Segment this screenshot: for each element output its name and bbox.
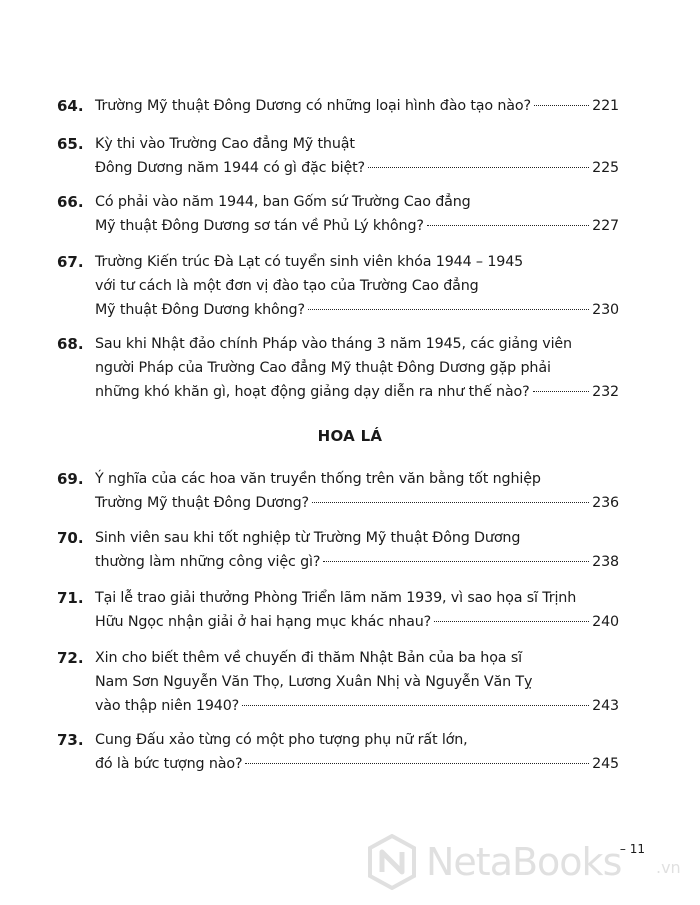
dot-leader [308,309,589,310]
entry-page: 227 [592,218,619,234]
entry-text: đó là bức tượng nào? [95,756,243,772]
entry-line [95,156,619,180]
entry-text: Sau khi Nhật đảo chính Pháp vào tháng 3 năm 1945, các giảng viên [95,336,572,352]
section-heading: HOA LÁ [317,427,383,445]
page-number: – 11 [619,842,645,856]
dot-leader [245,763,589,764]
entry-line [95,752,619,776]
entry-line [95,214,619,238]
entry-line [95,298,619,322]
watermark [364,834,694,894]
entry-number: 73. [57,731,84,749]
entry-text: thường làm những công việc gì? [95,554,321,570]
entry-page: 232 [592,384,619,400]
entry-text: vào thập niên 1940? [95,698,240,714]
entry-text: Nam Sơn Nguyễn Văn Thọ, Lương Xuân Nhị và Nguyễn Văn Tỵ [95,674,533,690]
entry-number: 67. [57,253,84,271]
dot-leader [323,561,589,562]
dot-leader [312,502,589,503]
entry-page: 236 [592,495,619,511]
entry-line [95,491,619,515]
entry-page: 245 [592,756,619,772]
entry-page: 230 [592,302,619,318]
entry-line [95,610,619,634]
entry-line [95,94,619,118]
entry-text: Trường Mỹ thuật Đông Dương có những loại hình đào tạo nào? [95,98,531,114]
entry-number: 65. [57,135,84,153]
entry-text: Trường Kiến trúc Đà Lạt có tuyển sinh viên khóa 1944 – 1945 [95,254,524,270]
entry-number: 70. [57,529,84,547]
entry-text: với tư cách là một đơn vị đào tạo của Trường Cao đẳng [95,278,479,294]
entry-text: Sinh viên sau khi tốt nghiệp từ Trường Mỹ thuật Đông Dương [95,530,521,546]
entry-page: 240 [592,614,619,630]
entry-text: những khó khăn gì, hoạt động giảng dạy diễn ra như thế nào? [95,384,530,400]
entry-text: Kỳ thi vào Trường Cao đẳng Mỹ thuật [95,136,355,152]
dot-leader [368,167,589,168]
entry-text: Mỹ thuật Đông Dương không? [95,302,305,318]
entry-line [95,694,619,718]
dot-leader [427,225,589,226]
watermark-text: NetaBooks [426,840,622,884]
entry-number: 64. [57,97,84,115]
entry-line [95,550,619,574]
entry-number: 66. [57,193,84,211]
netabooks-logo-icon [364,834,420,890]
dot-leader [434,621,589,622]
dot-leader [534,105,589,106]
entry-page: 243 [592,698,619,714]
entry-text: Tại lễ trao giải thưởng Phòng Triển lãm năm 1939, vì sao họa sĩ Trịnh [95,590,577,606]
entry-text: Cung Đấu xảo từng có một pho tượng phụ nữ rất lớn, [95,732,468,748]
entry-text: Hữu Ngọc nhận giải ở hai hạng mục khác nhau? [95,614,432,630]
dot-leader [242,705,589,706]
entry-text: Có phải vào năm 1944, ban Gốm sứ Trường Cao đẳng [95,194,471,210]
entry-text: người Pháp của Trường Cao đẳng Mỹ thuật Đông Dương gặp phải [95,360,551,376]
entry-text: Trường Mỹ thuật Đông Dương? [95,495,309,511]
entry-text: Đông Dương năm 1944 có gì đặc biệt? [95,160,366,176]
watermark-ext: .vn [656,858,681,877]
entry-text: Xin cho biết thêm về chuyến đi thăm Nhật Bản của ba họa sĩ [95,650,522,666]
entry-number: 69. [57,470,84,488]
entry-text: Ý nghĩa của các hoa văn truyền thống trên văn bằng tốt nghiệp [95,471,541,487]
entry-number: 72. [57,649,84,667]
entry-page: 221 [592,98,619,114]
entry-page: 238 [592,554,619,570]
entry-page: 225 [592,160,619,176]
entry-number: 68. [57,335,84,353]
dot-leader [533,391,590,392]
entry-number: 71. [57,589,84,607]
entry-text: Mỹ thuật Đông Dương sơ tán về Phủ Lý không? [95,218,424,234]
entry-line [95,380,619,404]
